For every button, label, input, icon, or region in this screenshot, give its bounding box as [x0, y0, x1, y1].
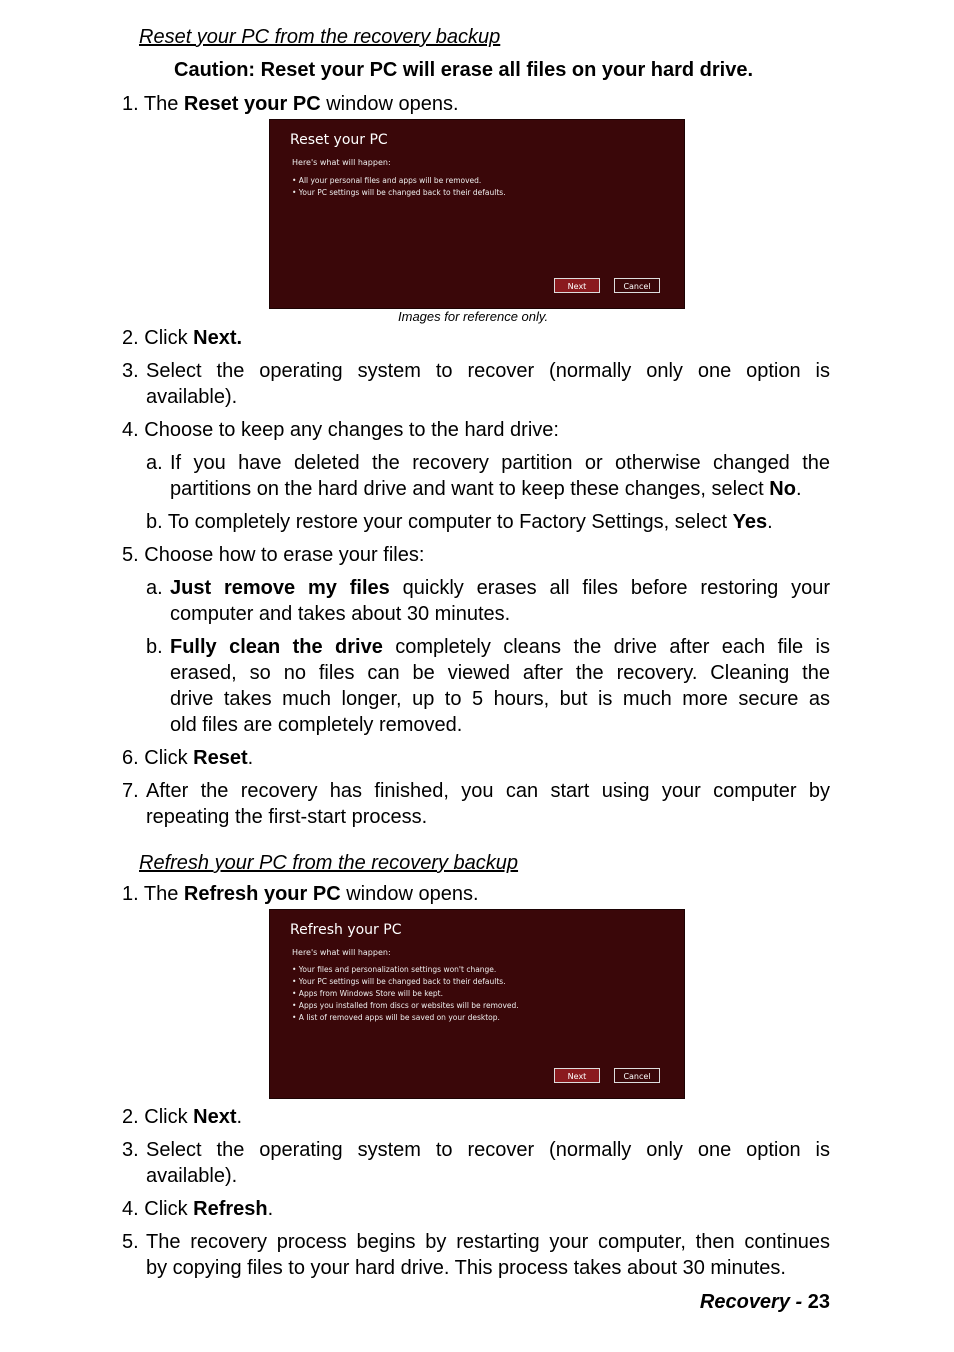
screen-subtitle: Here's what will happen: — [292, 158, 391, 167]
step-bold: Yes — [732, 511, 768, 533]
step-text: repeating the first-start process. — [146, 806, 428, 828]
step-5-number: 5. — [122, 1231, 139, 1253]
step-3 — [146, 358, 830, 410]
step-number: 4. — [122, 1198, 139, 1220]
step-text: The — [143, 93, 184, 115]
step-text: The recovery process begins by restarting your computer, then continues — [146, 1231, 830, 1253]
step-number: b. — [146, 511, 163, 533]
refresh-pc-screenshot — [269, 909, 685, 1099]
step-text: Click — [144, 1106, 194, 1128]
step-number: 1. — [122, 93, 139, 115]
step-text: Click — [144, 327, 194, 349]
screen-bullet: • Apps from Windows Store will be kept. — [292, 989, 443, 998]
step-bold: Fully clean the drive — [170, 636, 383, 658]
reset-pc-screenshot — [269, 119, 685, 309]
step-1 — [122, 91, 459, 117]
step-text: drive takes much longer, up to 5 hours, but is much more secure as — [170, 688, 830, 710]
substep-5b — [170, 634, 830, 738]
step-2 — [122, 325, 242, 351]
step-4 — [122, 417, 559, 443]
step-bold: No — [769, 478, 796, 500]
step-text: completely cleans the drive after each file is — [382, 636, 830, 658]
step-text: quickly erases all files before restoring your — [389, 577, 831, 599]
step-text: window opens. — [340, 883, 479, 905]
next-button[interactable]: Next — [554, 278, 600, 293]
screen-title: Refresh your PC — [290, 922, 402, 938]
screen-title: Reset your PC — [290, 132, 388, 148]
step-3-number: 3. — [122, 1139, 139, 1161]
step-2 — [122, 1104, 242, 1130]
step-text: . — [795, 478, 802, 500]
step-text: . — [236, 1106, 243, 1128]
step-text: partitions on the hard drive and want to keep these changes, select — [170, 478, 770, 500]
footer-label: Recovery - — [699, 1291, 808, 1313]
step-text: Click — [144, 1198, 194, 1220]
step-text: . — [767, 511, 773, 533]
step-text: To completely restore your computer to Factory Settings, select — [167, 511, 733, 533]
step-bold: Refresh — [193, 1198, 268, 1220]
screen-bullet: • Apps you installed from discs or websites will be removed. — [292, 1001, 519, 1010]
step-text: Choose to keep any changes to the hard drive: — [144, 419, 559, 441]
step-text: Choose how to erase your files: — [144, 544, 425, 566]
step-7-number: 7. — [122, 780, 139, 802]
substep-a-number: a. — [146, 577, 163, 599]
page-footer — [700, 1291, 830, 1314]
step-5 — [146, 1229, 830, 1281]
substep-b-number: b. — [146, 636, 163, 658]
step-1 — [122, 881, 479, 907]
step-bold: Refresh your PC — [183, 883, 341, 905]
step-text: The — [143, 883, 184, 905]
step-text: available). — [146, 1165, 238, 1187]
step-text: After the recovery has finished, you can start using your computer by — [146, 780, 830, 802]
step-text: erased, so no files can be viewed after the recovery. Cleaning the — [170, 662, 830, 684]
step-text: Select the operating system to recover (normally only one option is — [146, 360, 830, 382]
cancel-button[interactable]: Cancel — [614, 278, 660, 293]
next-button[interactable]: Next — [554, 1068, 600, 1083]
step-number: 2. — [122, 327, 139, 349]
step-text: by copying files to your hard drive. This process takes about 30 minutes. — [146, 1257, 786, 1279]
section-heading-refresh: Refresh your PC from the recovery backup — [139, 852, 519, 874]
substep-5a — [170, 575, 830, 627]
step-text: computer and takes about 30 minutes. — [170, 603, 511, 625]
screen-bullet: • Your PC settings will be changed back to their defaults. — [292, 188, 506, 197]
screen-bullet: • Your PC settings will be changed back to their defaults. — [292, 977, 506, 986]
step-bold: Next. — [193, 327, 243, 349]
page-number: 23 — [807, 1291, 830, 1313]
step-number: 6. — [122, 747, 139, 769]
cancel-button[interactable]: Cancel — [614, 1068, 660, 1083]
step-text: Click — [144, 747, 194, 769]
step-3 — [146, 1137, 830, 1189]
step-text: If you have deleted the recovery partition or otherwise changed the — [170, 452, 830, 474]
step-number: 1. — [122, 883, 139, 905]
screen-subtitle: Here's what will happen: — [292, 948, 391, 957]
step-5 — [122, 542, 424, 568]
step-text: . — [247, 747, 254, 769]
step-bold: Reset your PC — [183, 93, 321, 115]
step-number: 5. — [122, 544, 139, 566]
step-bold: Just remove my files — [170, 577, 390, 599]
step-text: window opens. — [320, 93, 459, 115]
step-7 — [146, 778, 830, 830]
section-heading-reset: Reset your PC from the recovery backup — [139, 26, 501, 48]
step-text: Select the operating system to recover (normally only one option is — [146, 1139, 830, 1161]
step-bold: Next — [193, 1106, 237, 1128]
step-number: 2. — [122, 1106, 139, 1128]
step-3-number: 3. — [122, 360, 139, 382]
step-bold: Reset — [193, 747, 248, 769]
screen-bullet: • A list of removed apps will be saved on your desktop. — [292, 1013, 500, 1022]
step-number: 4. — [122, 419, 139, 441]
step-4 — [122, 1196, 273, 1222]
substep-4b — [146, 509, 773, 535]
step-text: available). — [146, 386, 238, 408]
step-6 — [122, 745, 253, 771]
screen-bullet: • All your personal files and apps will be removed. — [292, 176, 482, 185]
step-text: old files are completely removed. — [170, 714, 463, 736]
screen-bullet: • Your files and personalization settings won't change. — [292, 965, 497, 974]
substep-a-number: a. — [146, 452, 163, 474]
image-caption: Images for reference only. — [398, 309, 549, 324]
substep-4a — [170, 450, 830, 502]
caution-text: Caution: Reset your PC will erase all files on your hard drive. — [174, 59, 754, 81]
step-text: . — [267, 1198, 274, 1220]
